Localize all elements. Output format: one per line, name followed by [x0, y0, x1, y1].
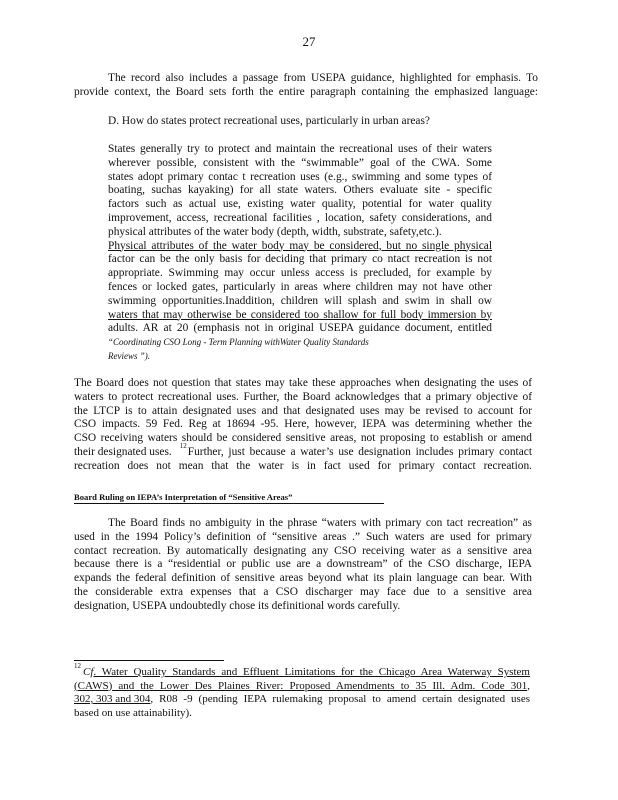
- footnote-line: (CAWS) and the Lower Des Plaines River: Proposed Amendments to 35 Ill. Adm. Code 301,: [74, 679, 530, 692]
- paragraph-line: CSO impacts. 59 Fed. Reg at 18694 -95. Here, however, IEPA was determining whether the: [74, 418, 532, 431]
- paragraph-line: waters to protect recreational uses. Further, the Board acknowledges that a primary objective of: [74, 390, 532, 403]
- paragraph-line: the considerable extra expenses that a CSO discharger may face due to a sensitive area: [74, 585, 532, 598]
- footnote-text-underlined: 302, 303 and 304: [74, 693, 151, 705]
- intro-line: provide context, the Board sets forth the entire paragraph containing the emphasized language:: [74, 85, 538, 98]
- quote-line-emphasis: waters that may otherwise be considered too shallow for full body immersion by: [108, 308, 492, 321]
- quote-line: factor can be the only basis for deciding that primary co ntact recreation is not: [108, 253, 492, 266]
- paragraph-text: their designated uses.: [74, 445, 172, 458]
- quote-question: D. How do states protect recreational uses, particularly in urban areas?: [108, 115, 430, 127]
- footnote-text: , R08 -9 (pending IEPA rulemaking proposal to amend certain designated uses: [150, 693, 530, 705]
- paragraph-line: designation, USEPA undoubtedly chose its definitional words carefully.: [74, 599, 401, 612]
- quote-citation-title: “Coordinating CSO Long - Term Planning withWater Quality Standards: [108, 337, 369, 348]
- footnote-line: based on use attainability).: [74, 706, 192, 719]
- quote-line: improvement, access, recreational facilities , location, safety considerations, and: [108, 211, 492, 224]
- paragraph-line: CSO receiving waters should be considered sensitive areas, not proposing to establish or amend: [74, 432, 532, 445]
- section-heading: Board Ruling on IEPA’s Interpretation of “Sensitive Areas”: [74, 492, 384, 504]
- paragraph-text: Further, just because a water’s use designation includes primary contact: [187, 445, 532, 458]
- quote-line: swimming opportunities.Inaddition, children will splash and swim in shall ow: [108, 294, 492, 307]
- paragraph-line: recreation does not mean that the water is in fact used for primary contact recreation.: [74, 459, 532, 472]
- quote-line-emphasis: Physical attributes of the water body may be considered, but no single physical: [108, 239, 492, 252]
- footnote-number: 12: [74, 662, 81, 670]
- quote-line: boating, suchas kayaking) for all state waters. Others evaluate site - specific: [108, 184, 492, 197]
- footnote-text: . Water Quality Standards and Effluent Limitations for the Chicago Area Waterway System: [93, 666, 530, 678]
- block-quote: [108, 143, 492, 364]
- paragraph-line: because there is a “residential or public use are a downstream” of the CSO discharge, IEPA: [74, 558, 532, 571]
- paragraph-line: The Board does not question that states may take these approaches when designating the uses of: [74, 377, 532, 389]
- quote-line: factors such as actual use, existing water quality, potential for water quality: [108, 198, 492, 211]
- paragraph-line: The Board finds no ambiguity in the phrase “waters with primary con tact recreation” as: [108, 517, 532, 529]
- quote-line: appropriate. Swimming may occur unless access is precluded, for example by: [108, 267, 492, 280]
- paragraph-line: contact recreation. By automatically designating any CSO receiving water as a sensitive area: [74, 544, 532, 557]
- quote-line: fences or locked gates, particularly in areas where children may not have other: [108, 280, 492, 293]
- quote-line: physical attributes of the water body (depth, width, substrate, safety,etc.).: [108, 225, 442, 238]
- intro-paragraph: [74, 72, 538, 100]
- quote-line: states adopt primary contac t recreation uses (e.g., swimming and some types of: [108, 170, 492, 183]
- quote-line: adults. AR at 20 (emphasis not in original USEPA guidance document, entitled: [108, 322, 492, 335]
- footnote: [74, 662, 530, 720]
- paragraph-line: used in the 1994 Policy’s definition of “sensitive areas .” Such waters are used for primary: [74, 530, 532, 543]
- paragraph-line: expands the federal definition of sensitive areas beyond what its plain language can bear. With: [74, 572, 532, 585]
- footnote-cf: Cf: [83, 666, 94, 678]
- paragraph-line-with-footnote: [74, 441, 532, 460]
- paragraph-board-approaches: [74, 377, 532, 474]
- quote-line: States generally try to protect and maintain the recreational uses of their waters: [108, 143, 492, 155]
- page-number: 27: [302, 34, 316, 49]
- paragraph-board-ruling: [74, 517, 532, 614]
- footnote-reference: 12: [179, 441, 187, 450]
- quote-line: wherever possible, consistent with the “swimmable” goal of the CWA. Some: [108, 156, 492, 169]
- quote-citation-end: Reviews ”).: [108, 350, 150, 361]
- footnote-line: [74, 662, 530, 680]
- footnote-divider: [74, 660, 224, 661]
- footnote-line: [74, 693, 530, 707]
- intro-line: The record also includes a passage from USEPA guidance, highlighted for emphasis. To: [108, 72, 538, 84]
- paragraph-line: the LTCP is to attain designated uses and that designated uses may be revised to account for: [74, 404, 532, 417]
